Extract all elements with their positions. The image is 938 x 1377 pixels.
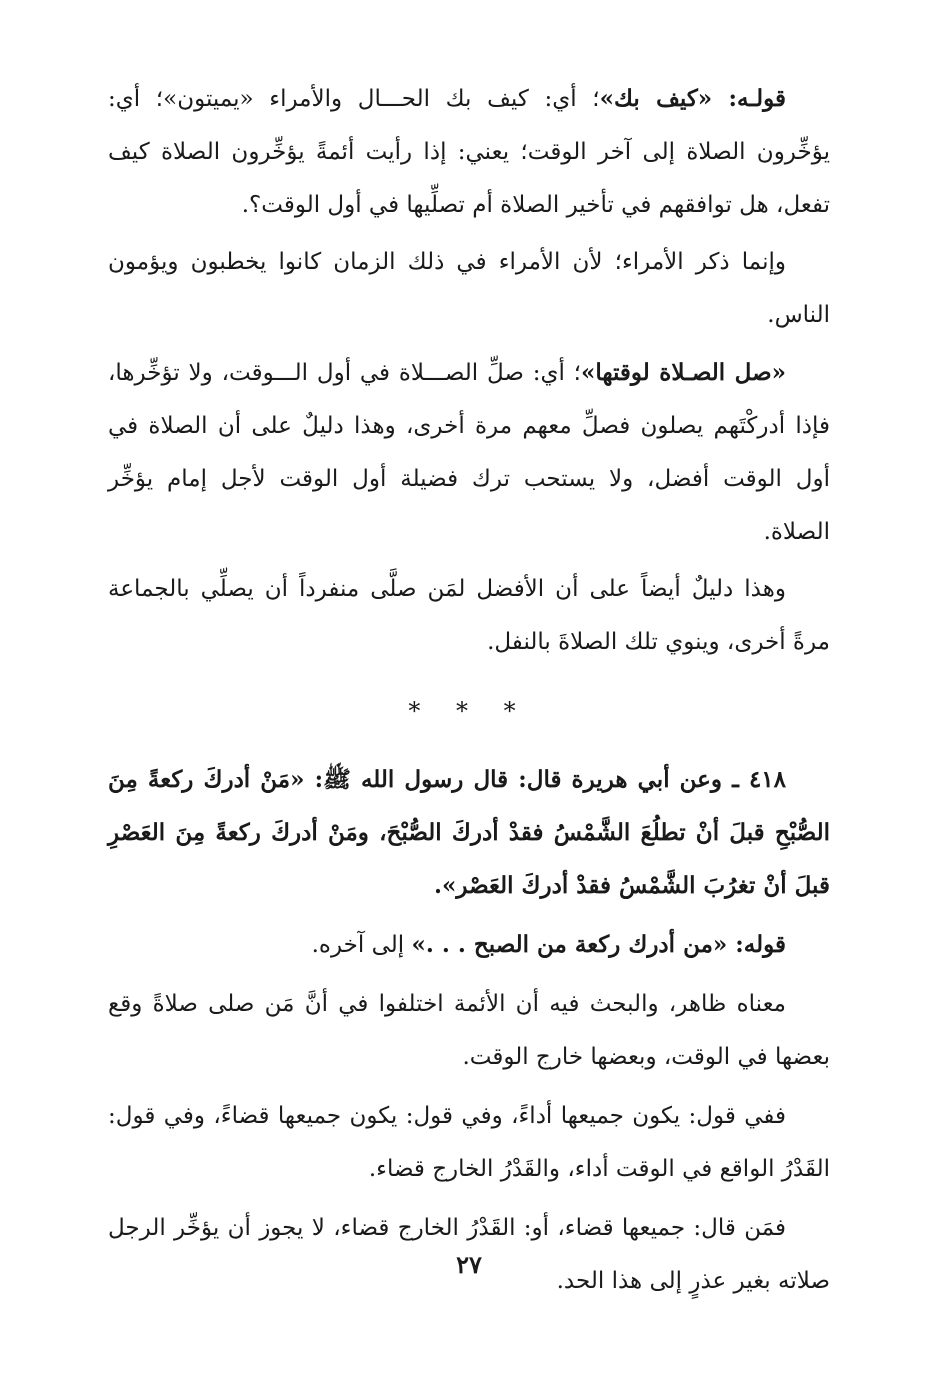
page-number: ٢٧ xyxy=(456,1250,482,1279)
paragraph-4 xyxy=(108,563,830,669)
paragraph-2-text: وإنما ذكر الأمراء؛ لأن الأمراء في ذلك الزمان كانوا يخطبون ويؤمون الناس. xyxy=(108,249,830,328)
page-body xyxy=(108,72,830,1308)
paragraph-3-text: ؛ أي: صلِّ الصـــلاة في أول الـــوقت، ولا تؤخِّرها، فإذا أدركْتَهم يصلون فصلِّ معهم مرة أخرى، وهذا دليلٌ على أن الصلاة في أول الوقت أفضل، ولا يستحب ترك فضيلة أول الوقت لأجل إمام يؤخِّر الصلاة. xyxy=(108,360,830,545)
paragraph-1-text: ؛ أي: كيف بك الحـــال والأمراء «يميتون»؛ أي: يؤخِّرون الصلاة إلى آخر الوقت؛ يعني: إذا رأيت أئمةً يؤخِّرون الصلاة كيف تفعل، هل توافقهم في تأخير الصلاة أم تصلِّيها في أول الوقت؟. xyxy=(108,86,830,218)
section-separator: * * * xyxy=(408,697,530,725)
paragraph-3 xyxy=(108,346,830,559)
commentary-4-text: فمَن قال: جميعها قضاء، أو: القَدْرُ الخارج قضاء، لا يجوز أن يؤخِّر الرجل صلاته بغير عذرٍ إلى هذا الحد. xyxy=(108,1215,830,1294)
commentary-1 xyxy=(108,918,830,972)
commentary-3 xyxy=(108,1090,830,1196)
commentary-2 xyxy=(108,978,830,1084)
paragraph-4-text: وهذا دليلٌ أيضاً على أن الأفضل لمَن صلَّى منفرداً أن يصلِّي بالجماعة مرةً أخرى، وينوي تلك الصلاةَ بالنفل. xyxy=(108,576,830,655)
commentary-2-text: معناه ظاهر، والبحث فيه أن الأئمة اختلفوا في أنَّ مَن صلى صلاةً وقع بعضها في الوقت، وبعضها خارج الوقت. xyxy=(108,991,830,1070)
paragraph-1 xyxy=(108,72,830,232)
hadith-418: ٤١٨ ـ وعن أبي هريرة قال: قال رسول الله ﷺ: «مَنْ أدركَ ركعةً مِنَ الصُّبْحِ قبلَ أنْ تطلُعَ الشَّمْسُ فقدْ أدركَ الصُّبْحَ، ومَنْ أدركَ ركعةً مِنَ العَصْرِ قبلَ أنْ تغرُبَ الشَّمْسُ فقدْ أدركَ العَصْر». xyxy=(108,766,830,899)
paragraph-1-lead: قولـه: «كيف بك» xyxy=(599,85,786,112)
paragraph-3-lead: «صل الصـلاة لوقتها» xyxy=(581,359,786,386)
paragraph-2 xyxy=(108,236,830,342)
commentary-1-text: إلى آخره. xyxy=(311,932,412,958)
commentary-1-lead: قوله: «من أدرك ركعة من الصبح . . .» xyxy=(411,931,786,958)
commentary-3-text: ففي قول: يكون جميعها أداءً، وفي قول: يكون جميعها قضاءً، وفي قول: القَدْرُ الواقع في الوقت أداء، والقَدْرُ الخارج قضاء. xyxy=(108,1103,830,1182)
